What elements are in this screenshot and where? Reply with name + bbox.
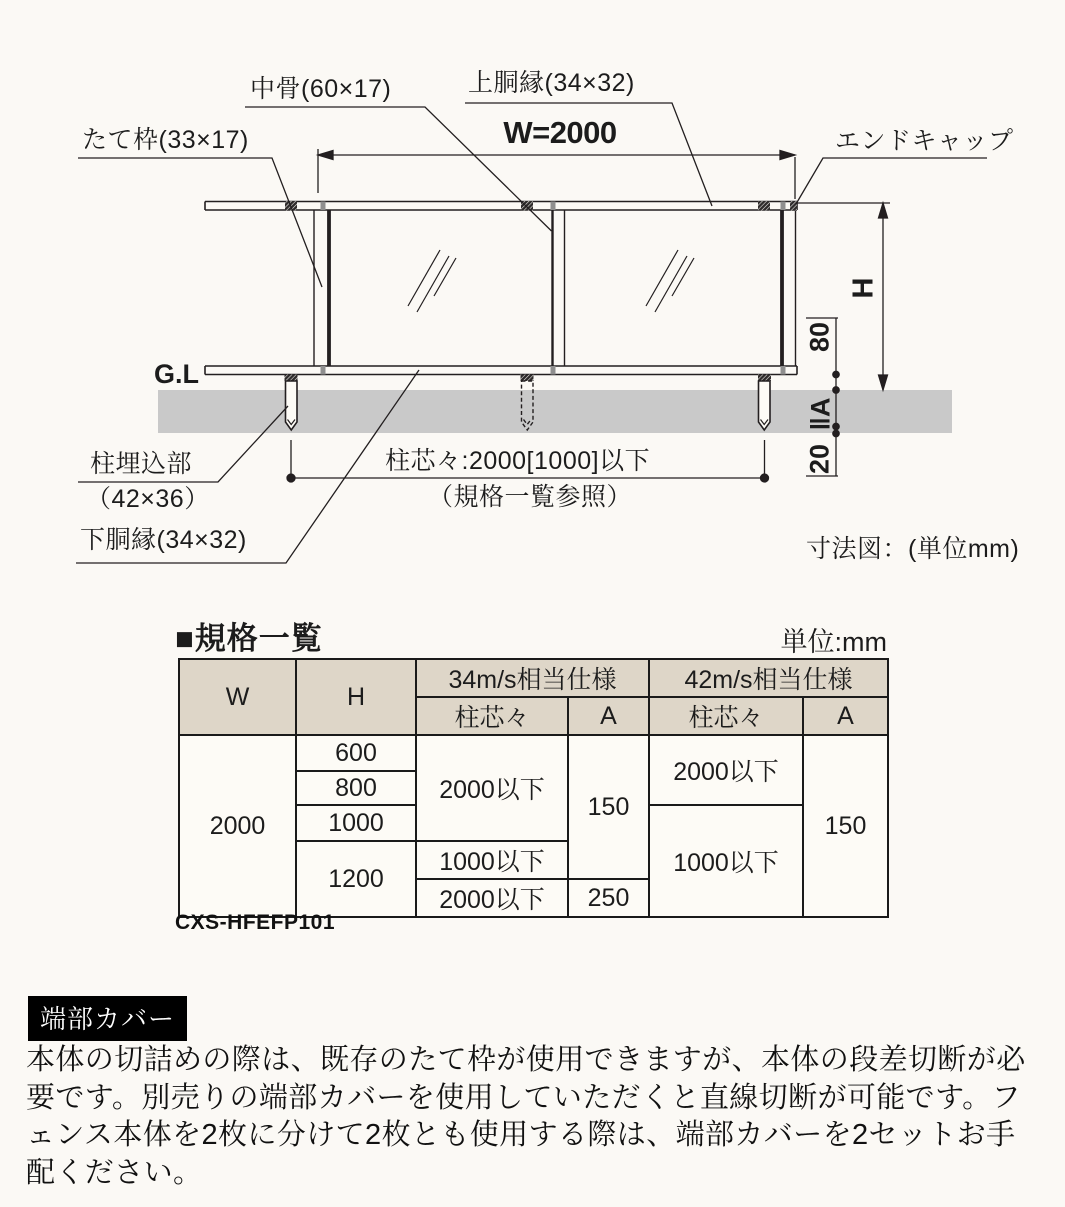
col-header-pitch-42: 柱芯々 xyxy=(649,697,803,735)
cell-34-pitch-1: 2000以下 xyxy=(416,735,568,841)
label-gl: G.L xyxy=(154,359,199,389)
spec-table-unit: 単位:mm xyxy=(780,627,887,657)
right-post xyxy=(759,381,771,430)
col-header-w: W xyxy=(179,659,296,735)
label-width-dim: W=2000 xyxy=(503,115,617,150)
bottom-rail xyxy=(205,366,797,375)
right-frame xyxy=(782,210,796,366)
end-cover-badge: 端部カバー xyxy=(28,996,187,1041)
cell-h-600: 600 xyxy=(296,735,416,771)
col-header-h: H xyxy=(296,659,416,735)
table-row xyxy=(179,735,888,771)
center-bone xyxy=(553,210,565,366)
header-row-1 xyxy=(179,659,888,697)
col-header-a-34: A xyxy=(568,697,649,735)
cell-w-2000: 2000 xyxy=(179,735,296,917)
drawing-caption: 寸法図：(単位mm) xyxy=(806,535,1020,563)
spec-table-title: ■規格一覧 xyxy=(175,621,323,656)
col-header-spec42: 42m/s相当仕様 xyxy=(649,659,888,697)
label-endcap: エンドキャップ xyxy=(835,127,1014,155)
col-header-pitch-34: 柱芯々 xyxy=(416,697,568,735)
cell-h-800: 800 xyxy=(296,771,416,805)
label-nakabone: 中骨(60×17) xyxy=(250,75,392,103)
cell-34-a-150: 150 xyxy=(568,735,649,879)
cell-h-1000: 1000 xyxy=(296,805,416,841)
label-umekomi-1: 柱埋込部 xyxy=(90,450,193,478)
label-uwadobuchi: 上胴縁(34×32) xyxy=(468,69,635,97)
left-frame xyxy=(314,210,329,366)
col-header-spec34: 34m/s相当仕様 xyxy=(416,659,649,697)
dimension-w xyxy=(318,149,795,199)
label-80-dim: 80 xyxy=(804,321,835,353)
cell-42-a-150: 150 xyxy=(803,735,888,917)
label-umekomi-2: （42×36） xyxy=(86,485,210,513)
left-post xyxy=(286,381,298,430)
col-header-a-42: A xyxy=(803,697,888,735)
label-post-pitch: 柱芯々:2000[1000]以下 xyxy=(385,447,651,475)
label-h-dim: H xyxy=(847,277,880,299)
cell-34-a-250: 250 xyxy=(568,879,649,917)
cell-42-pitch-1: 2000以下 xyxy=(649,735,803,805)
label-a-dim: ‖A xyxy=(805,397,836,431)
model-number: CXS-HFEFP101 xyxy=(175,911,336,934)
label-shitadobuchi: 下胴縁(34×32) xyxy=(80,526,247,554)
cell-34-pitch-3: 2000以下 xyxy=(416,879,568,917)
cell-42-pitch-2: 1000以下 xyxy=(649,805,803,917)
label-pitch-note: （規格一覧参照） xyxy=(428,483,633,511)
label-tatewaku: たて枠(33×17) xyxy=(82,126,249,154)
cell-h-1200: 1200 xyxy=(296,841,416,917)
cell-34-pitch-2: 1000以下 xyxy=(416,841,568,879)
label-20-dim: 20 xyxy=(804,443,835,475)
glass-marks xyxy=(408,250,694,312)
spec-table xyxy=(178,658,889,918)
post-rail-hatches xyxy=(285,201,798,381)
end-cover-note: 本体の切詰めの際は、既存のたて枠が使用できますが、本体の段差切断が必要です。別売りの端部カバーを使用していただくと直線切断が可能です。フェンス本体を2枚に分けて2枚とも使用する際は、端部カバーを2セットお手配ください。 xyxy=(26,1044,1026,1189)
